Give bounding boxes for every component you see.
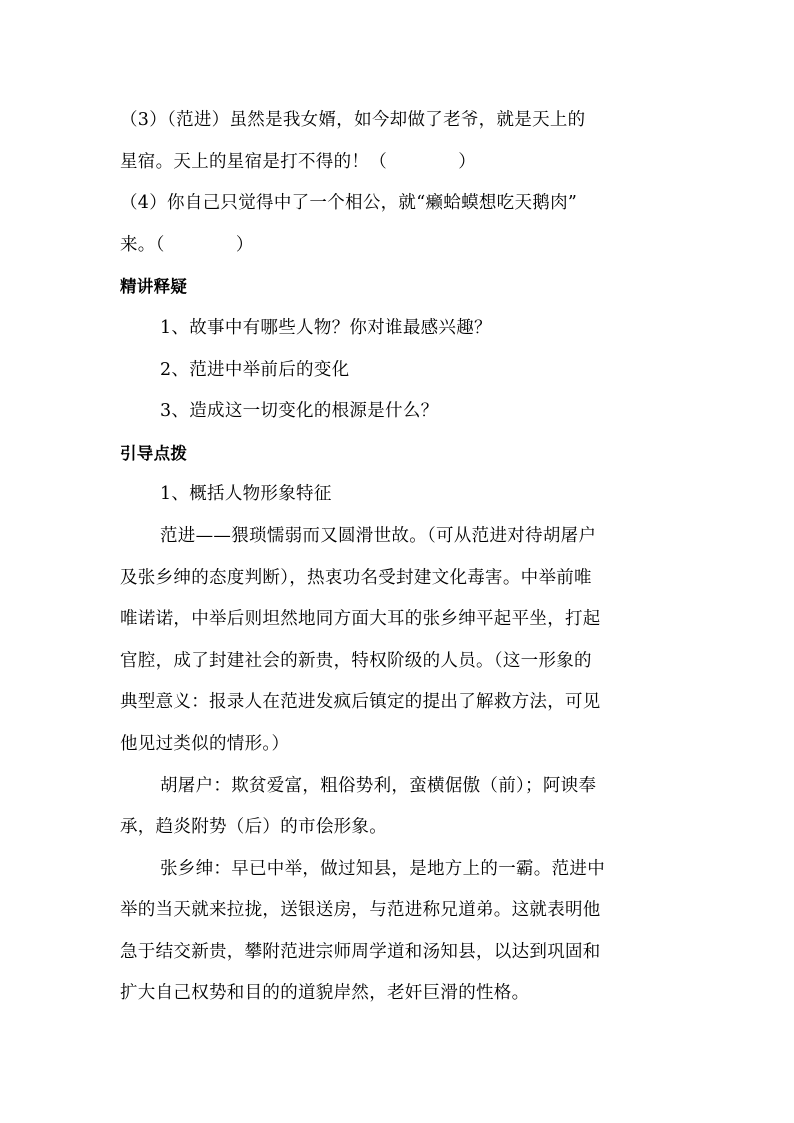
list-item: 1、概括人物形象特征 bbox=[160, 484, 332, 505]
question-4-line-2: 来。（ ） bbox=[120, 234, 254, 255]
paragraph-fanjin-line: 唯诺诺，中举后则坦然地同方面大耳的张乡绅平起平坐，打起 bbox=[120, 609, 601, 630]
list-item: 3、造成这一切变化的根源是什么？ bbox=[160, 401, 439, 422]
question-3-line-1: （3）（范进）虽然是我女婿，如今却做了老爷，就是天上的 bbox=[120, 110, 586, 130]
paragraph-hutuhu-line: 胡屠户：欺贫爱富，粗俗势利，蛮横倨傲（前）；阿谀奉 bbox=[160, 775, 597, 796]
paragraph-fanjin-line: 范进——猥琐懦弱而又圆滑世故。（可从范进对待胡屠户 bbox=[160, 525, 597, 546]
paragraph-zhang-line: 急于结交新贵，攀附范进宗师周学道和汤知县，以达到巩固和 bbox=[120, 941, 601, 962]
document-body bbox=[120, 100, 680, 1015]
paragraph-zhang-line: 扩大自己权势和目的的道貌岸然，老奸巨滑的性格。 bbox=[120, 983, 530, 1004]
paragraph-fanjin-line: 他见过类似的情形。） bbox=[120, 733, 290, 754]
paragraph-hutuhu-line: 承，趋炎附势（后）的市侩形象。 bbox=[120, 817, 387, 838]
list-item: 1、故事中有哪些人物？你对谁最感兴趣？ bbox=[160, 317, 492, 338]
paragraph-zhang-line: 举的当天就来拉拢，送银送房，与范进称兄道弟。这就表明他 bbox=[120, 900, 601, 921]
section-heading-explanation: 精讲释疑 bbox=[120, 277, 188, 297]
section-heading-guidance: 引导点拨 bbox=[120, 443, 188, 463]
question-4-line-1: （4）你自己只觉得中了一个相公，就“癞蛤蟆想吃天鹅肉” bbox=[120, 193, 578, 214]
paragraph-zhang-line: 张乡绅：早已中举，做过知县，是地方上的一霸。范进中 bbox=[160, 858, 605, 879]
list-item: 2、范进中举前后的变化 bbox=[160, 359, 350, 380]
paragraph-fanjin-line: 典型意义：报录人在范进发疯后镇定的提出了解救方法，可见 bbox=[120, 692, 601, 713]
question-3-line-2: 星宿。天上的星宿是打不得的！（ ） bbox=[120, 151, 476, 172]
paragraph-fanjin-line: 及张乡绅的态度判断），热衷功名受封建文化毒害。中举前唯 bbox=[120, 567, 592, 588]
paragraph-fanjin-line: 官腔，成了封建社会的新贵，特权阶级的人员。（这一形象的 bbox=[120, 650, 592, 671]
